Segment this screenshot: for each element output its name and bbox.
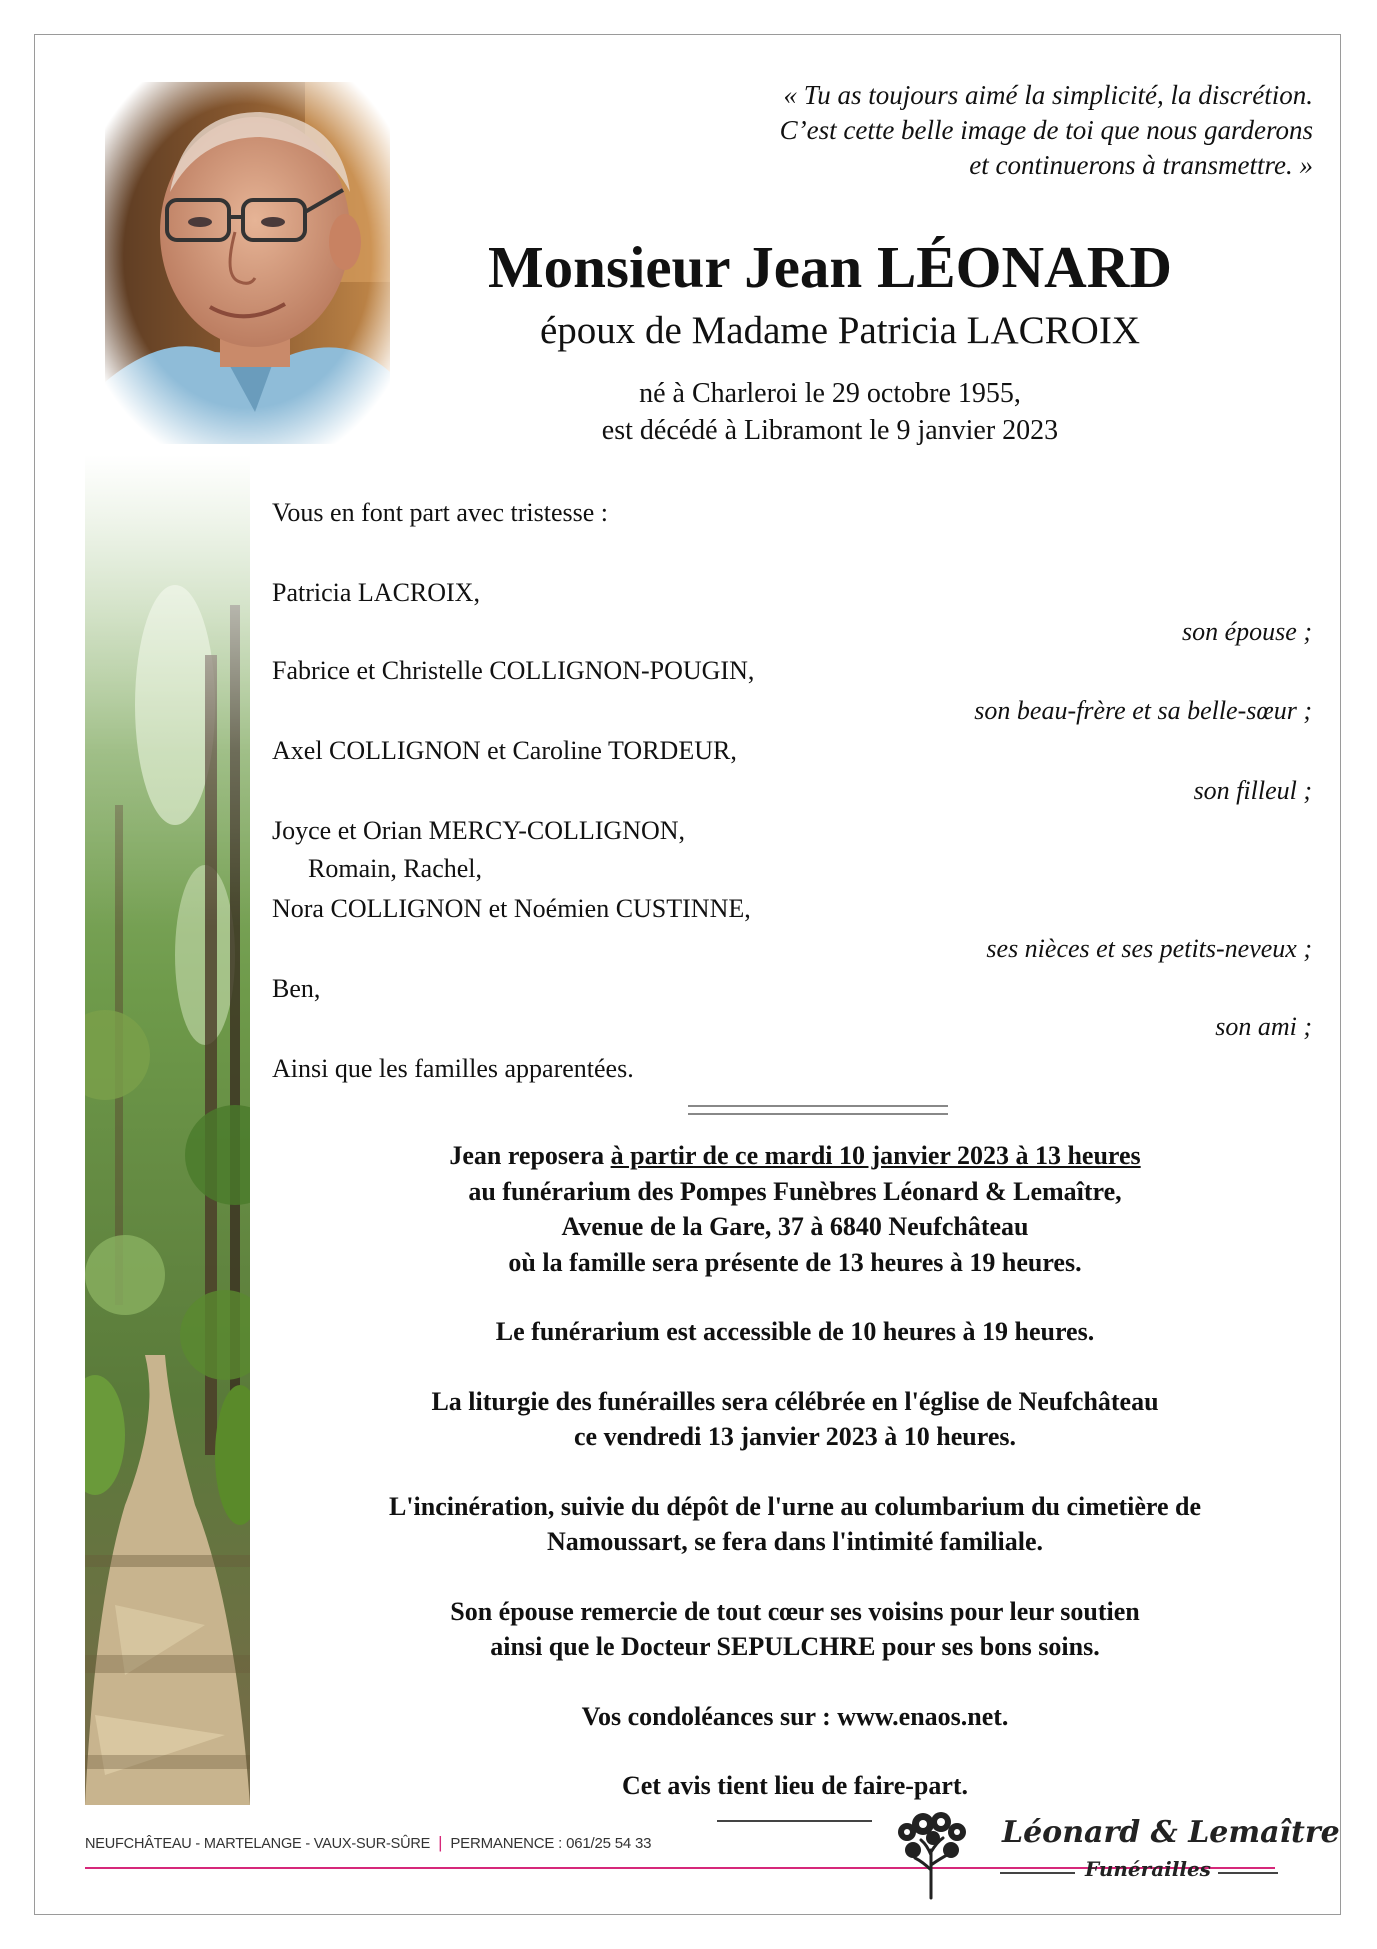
repose-prefix: Jean reposera (449, 1141, 611, 1170)
footer-permanence: PERMANENCE : 061/25 54 33 (450, 1835, 652, 1852)
family-relation: ses nièces et ses petits-neveux ; (986, 934, 1312, 963)
logo-rule (1000, 1872, 1075, 1874)
family-relation: son ami ; (1215, 1012, 1312, 1041)
footer-locations: NEUFCHÂTEAU - MARTELANGE - VAUX-SUR-SÛRE (85, 1836, 431, 1852)
family-relation: son épouse ; (1182, 617, 1312, 646)
quote-line: C’est cette belle image de toi que nous garderons (779, 115, 1313, 145)
family-member: Ben, (272, 974, 321, 1003)
ceremony-info (290, 1138, 1300, 1838)
family-member: Fabrice et Christelle COLLIGNON-POUGIN, (272, 656, 755, 685)
thanks-line: Son épouse remercie de tout cœur ses voisins pour leur soutien (450, 1596, 1140, 1626)
portrait-photo (105, 82, 390, 444)
thanks-line: ainsi que le Docteur SEPULCHRE pour ses bons soins. (490, 1632, 1100, 1661)
liturgy-line: La liturgie des funérailles sera célébrée en l'église de Neufchâteau (431, 1386, 1159, 1416)
quote-line: « Tu as toujours aimé la simplicité, la discrétion. (783, 80, 1313, 110)
deceased-name: Monsieur Jean LÉONARD (487, 234, 1172, 300)
footer-contact (85, 1833, 651, 1853)
access-hours: Le funérarium est accessible de 10 heures à 19 heures. (495, 1317, 1095, 1346)
logo-rule (1218, 1872, 1278, 1874)
logo-subtitle: Funérailles (1085, 1857, 1211, 1881)
family-member: Romain, Rachel, (308, 854, 483, 883)
family-member: Joyce et Orian MERCY-COLLIGNON, (272, 816, 686, 845)
family-member: Nora COLLIGNON et Noémien CUSTINNE, (272, 894, 751, 923)
footer-separator: | (438, 1833, 443, 1852)
incineration-line: L'incinération, suivie du dépôt de l'urne au columbarium du cimetière de (388, 1491, 1202, 1521)
spouse-line: époux de Madame Patricia LACROIX (539, 309, 1140, 352)
logo-rule (717, 1820, 872, 1822)
tree-logo-icon (883, 1810, 979, 1900)
forest-path-photo (85, 455, 250, 1805)
death-line: est décédé à Libramont le 9 janvier 2023 (601, 415, 1059, 446)
notice-line: Cet avis tient lieu de faire-part. (621, 1771, 969, 1800)
repose-line: au funérarium des Pompes Funèbres Léonard & Lemaître, (468, 1176, 1122, 1206)
epigraph-quote (593, 78, 1313, 183)
family-member: Axel COLLIGNON et Caroline TORDEUR, (272, 736, 737, 765)
repose-date: à partir de ce mardi 10 janvier 2023 à 13 heures (610, 1141, 1141, 1170)
family-relation: son beau-frère et sa belle-sœur ; (974, 696, 1312, 725)
repose-line: Avenue de la Gare, 37 à 6840 Neufchâteau (561, 1212, 1029, 1241)
family-relation: son filleul ; (1193, 776, 1312, 805)
section-divider (688, 1105, 948, 1115)
repose-line: où la famille sera présente de 13 heures à 19 heures. (508, 1247, 1082, 1277)
family-closing: Ainsi que les familles apparentées. (272, 1054, 634, 1083)
birth-line: né à Charleroi le 29 octobre 1955, (639, 378, 1021, 409)
logo-name: Léonard & Lemaître (1002, 1815, 1340, 1850)
family-intro: Vous en font part avec tristesse : (272, 498, 608, 527)
quote-line: et continuerons à transmettre. » (969, 150, 1313, 180)
liturgy-line: ce vendredi 13 janvier 2023 à 10 heures. (574, 1422, 1016, 1451)
life-dates (480, 375, 1180, 449)
incineration-line: Namoussart, se fera dans l'intimité familiale. (546, 1527, 1044, 1556)
condolences-line: Vos condoléances sur : www.enaos.net. (581, 1701, 1009, 1731)
family-member: Patricia LACROIX, (272, 578, 480, 607)
